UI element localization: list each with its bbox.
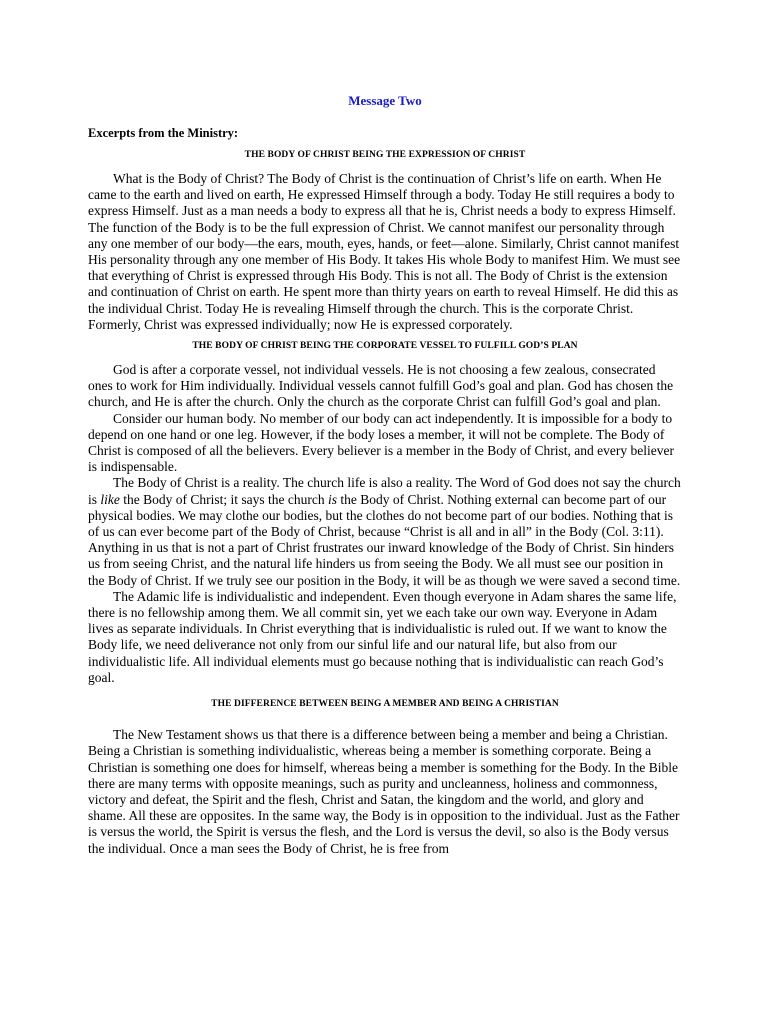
paragraph: Consider our human body. No member of our body can act independently. It is impossible for a body to depend on one hand or one leg. However, if the body loses a member, it will not be complete. The Body of Christ is composed of all the believers. Every believer is a member in the Body of Christ, and every believer is indispensable. <box>88 410 674 475</box>
paragraph: What is the Body of Christ? The Body of Christ is the continuation of Christ’s life on earth. When He came to the earth and lived on earth, He expressed Himself through a body. Today He still requires a body to express Himself. Just as a man needs a body to express all that he is, Christ needs a body to express Himself. The function of the Body is to be the full expression of Christ. We cannot manifest our personality through any one member of our body—the ears, mouth, eyes, hands, or feet—alone. Similarly, Christ cannot manifest His personality through any one member of His Body. It takes His whole Body to manifest Him. We must see that everything of Christ is expressed through His Body. This is not all. The Body of Christ is the extension and continuation of Christ on earth. He spent more than thirty years on earth to reveal Himself. He did this as the individual Christ. Today He is revealing Himself through the church. This is the corporate Christ. Formerly, Christ was expressed individually; now He is expressed corporately. <box>88 171 681 332</box>
document-page <box>88 92 682 857</box>
emphasis-is: is <box>328 491 338 507</box>
emphasis-like: like <box>100 491 120 507</box>
section-heading-member-vs-christian: THE DIFFERENCE BETWEEN BEING A MEMBER AND BEING A CHRISTIAN <box>211 699 559 710</box>
section-heading-corporate-vessel: THE BODY OF CHRIST BEING THE CORPORATE VESSEL TO FULFILL GOD’S PLAN <box>192 341 578 352</box>
section-heading-expression: THE BODY OF CHRIST BEING THE EXPRESSION OF CHRIST <box>244 150 526 160</box>
paragraph: The Adamic life is individualistic and independent. Even though everyone in Adam shares the same life, there is no fellowship among them. We all commit sin, yet we each take our own way. Everyone in Adam lives as separate individuals. In Christ everything that is individualistic is ruled out. If we want to know the Body life, we need deliverance not only from our sinful life and our natural life, but also from our individualistic life. All individual elements must go because nothing that is individualistic can reach God’s goal. <box>88 588 677 685</box>
message-title: Message Two <box>348 93 422 108</box>
paragraph-with-emphasis: The Body of Christ is a reality. The church life is also a reality. The Word of God does not say the church is like the Body of Christ; it says the church is the Body of Christ. Nothing external can become part of our physical bodies. We may clothe our bodies, but the clothes do not become part of our bodies. Nothing that is of us can ever become part of the Body of Christ, because “Christ is all and in all” in the Body (Col. 3:11). Anything in us that is not a part of Christ frustrates our inward knowledge of the Body of Christ. Sin hinders us from seeing Christ, and the natural life hinders us from seeing the Body. We all must see our position in the Body of Christ. If we truly see our position in the Body, it will be as though we were saved a second time. <box>88 475 681 588</box>
paragraph: God is after a corporate vessel, not individual vessels. He is not choosing a few zealous, consecrated ones to work for Him individually. Individual vessels cannot fulfill God’s goal and plan. God has chosen the church, and He is after the church. Only the church as the corporate Christ can fulfill God’s goal and plan. <box>88 362 674 410</box>
paragraph: The New Testament shows us that there is a difference between being a member and being a Christian. Being a Christian is something individualistic, whereas being a member is something corporate. Being a Christian is something one does for himself, whereas being a member is something for the Body. In the Bible there are many terms with opposite meanings, such as purity and uncleanness, holiness and commonness, victory and defeat, the Spirit and the flesh, Christ and Satan, the kingdom and the world, and glory and shame. All these are opposites. In the same way, the Body is in opposition to the individual. Just as the Father is versus the world, the Spirit is versus the flesh, and the Lord is versus the devil, so also is the Body versus the individual. Once a man sees the Body of Christ, he is free from <box>88 727 680 856</box>
excerpts-label: Excerpts from the Ministry: <box>88 126 239 140</box>
